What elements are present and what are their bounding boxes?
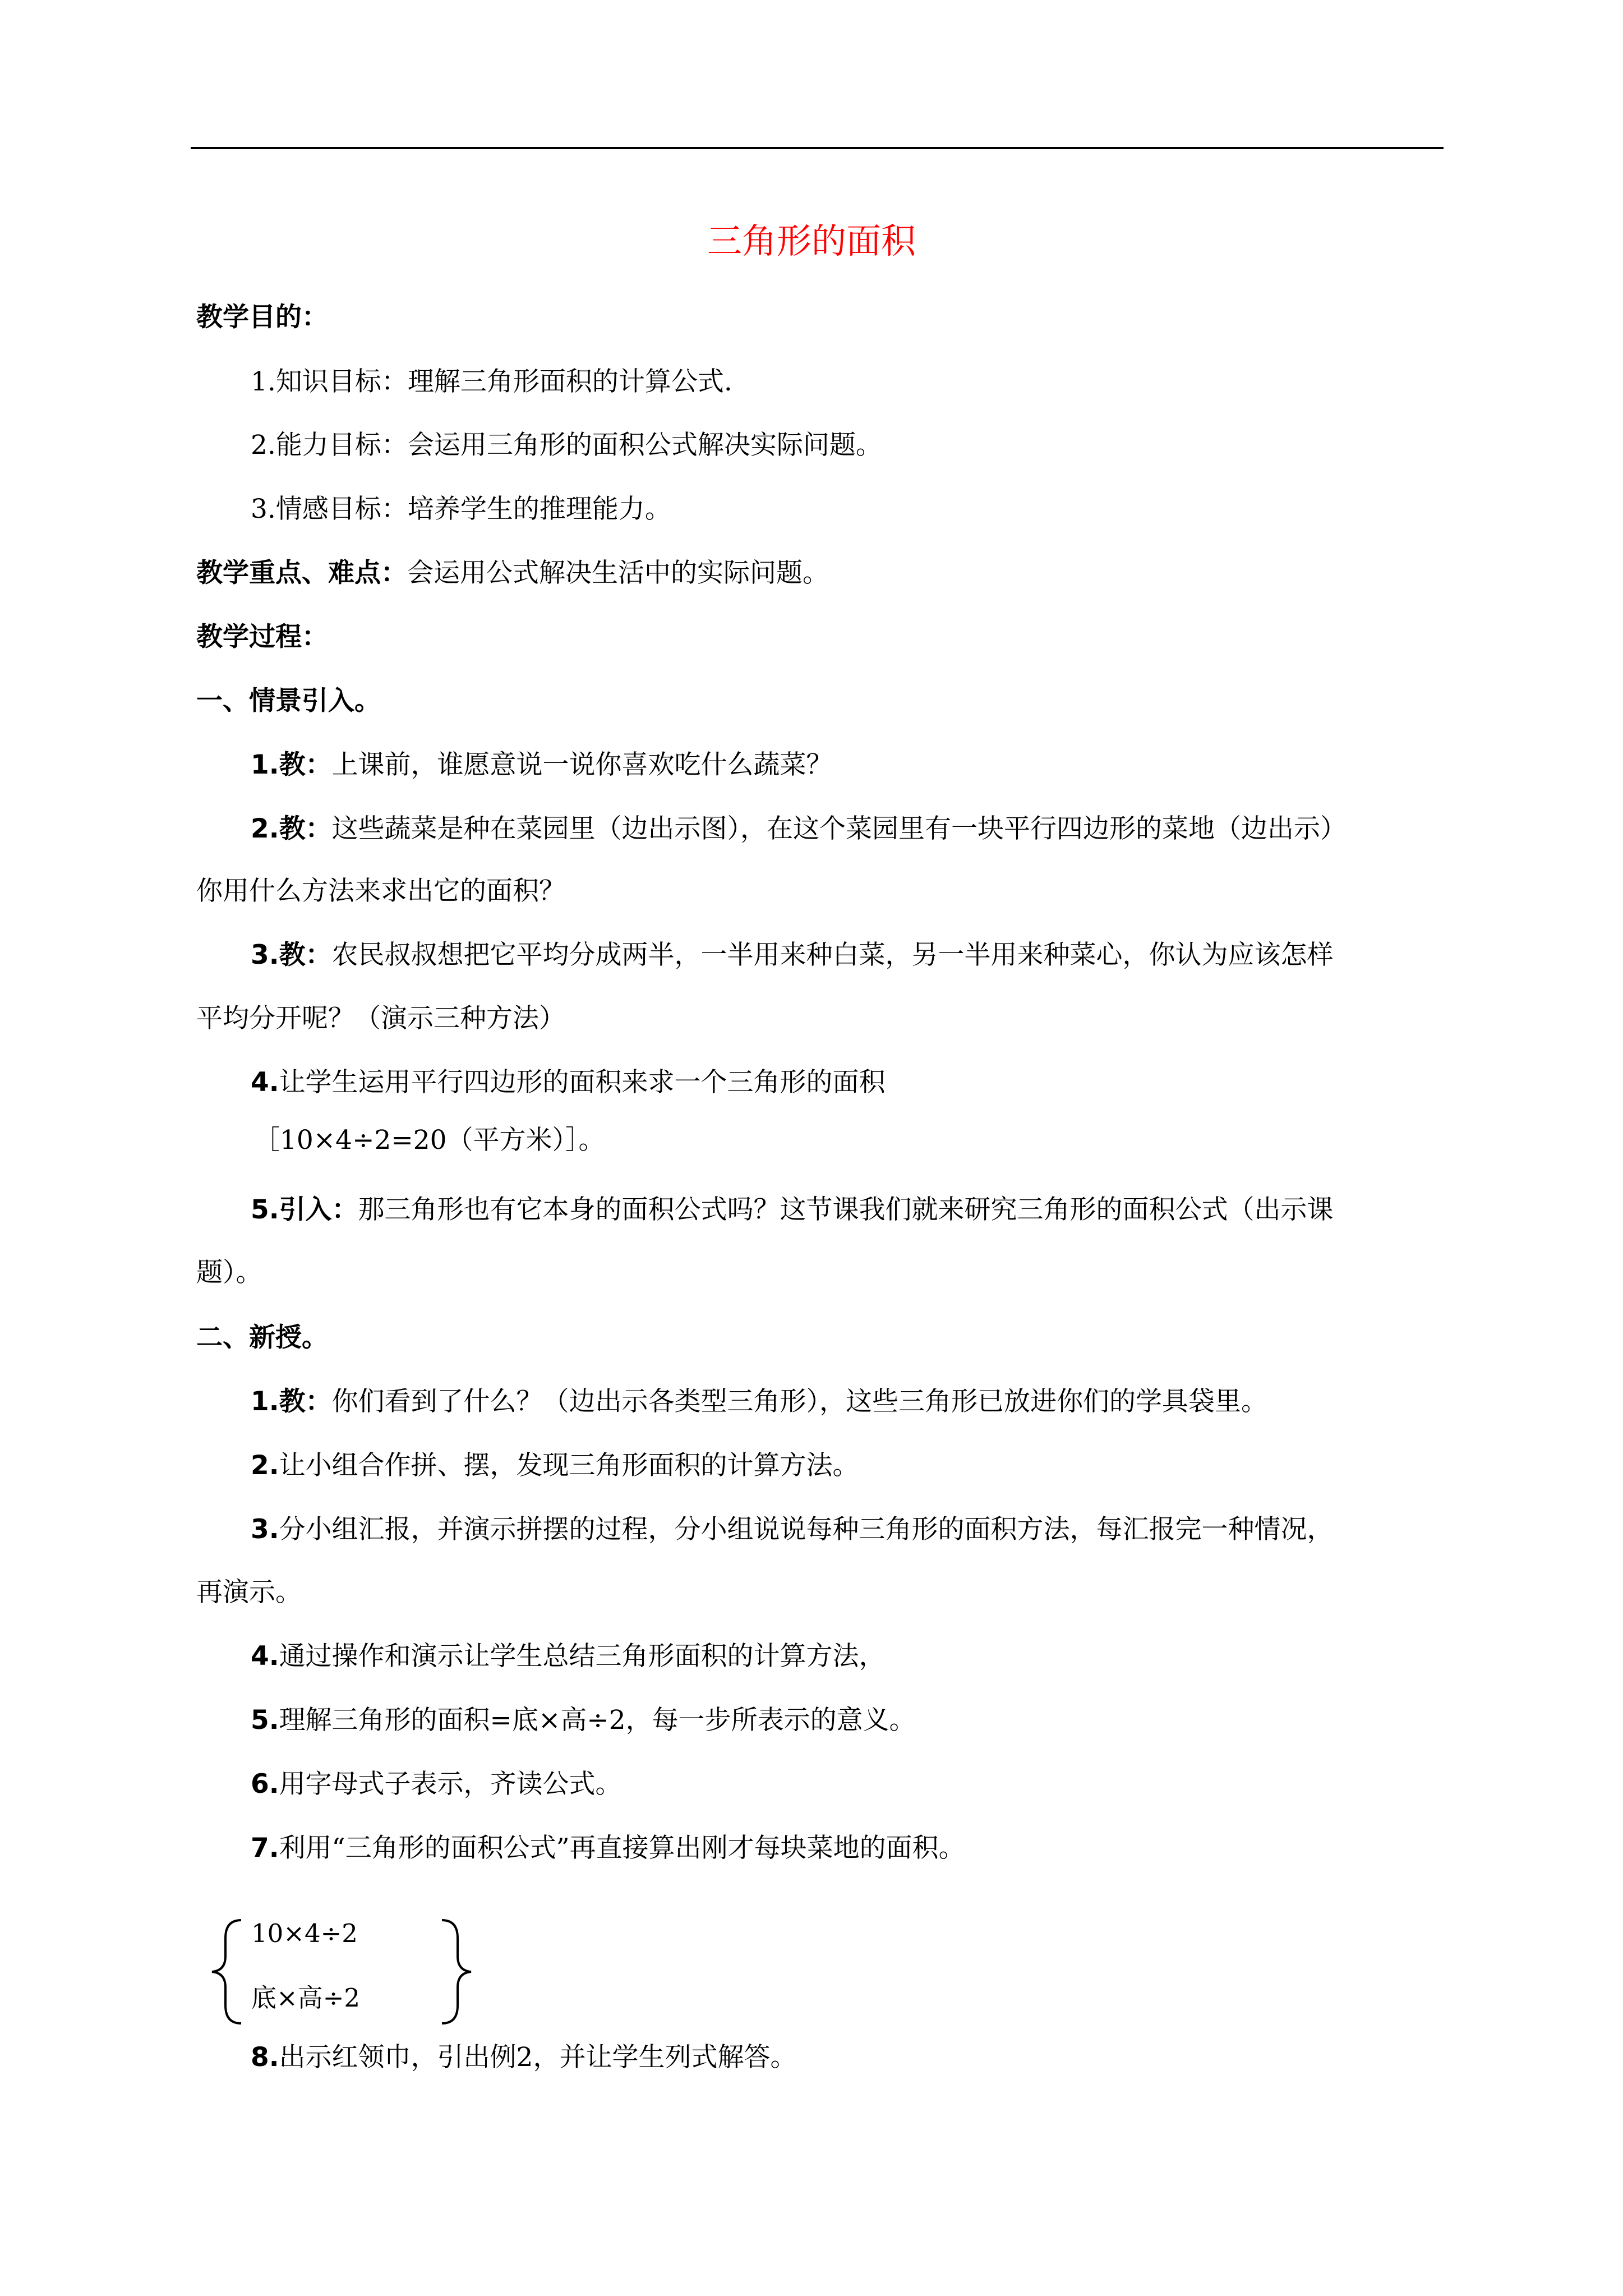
key-points-line	[196, 554, 829, 593]
step-label: 教：	[279, 749, 332, 780]
section1-step-3-cont: 平均分开呢？（演示三种方法）	[196, 1003, 565, 1034]
section2-step-8: 8.出示红领巾，引出例2，并让学生列式解答。	[251, 2042, 797, 2073]
section2-step-2: 2.让小组合作拼、摆，发现三角形面积的计算方法。	[251, 1450, 859, 1481]
key-points-label: 教学重点、难点：	[196, 558, 407, 588]
section1-step-2-cont: 你用什么方法来求出它的面积？	[196, 876, 565, 907]
step-label: 教：	[279, 940, 332, 970]
objective-item-1: 1.知识目标：理解三角形面积的计算公式.	[251, 366, 732, 397]
objective-item-3: 3.情感目标：培养学生的推理能力。	[251, 494, 671, 524]
section2-step-6: 6.用字母式子表示，齐读公式。	[251, 1769, 622, 1800]
section2-step-5: 5.理解三角形的面积=底×高÷2，每一步所表示的意义。	[251, 1705, 916, 1736]
section1-step-1: 1.教：上课前，谁愿意说一说你喜欢吃什么蔬菜？	[251, 749, 833, 780]
key-points-text: 会运用公式解决生活中的实际问题。	[407, 558, 829, 588]
section2-step-4: 4.通过操作和演示让学生总结三角形面积的计算方法，	[251, 1641, 886, 1672]
section1-step-4: 4.让学生运用平行四边形的面积来求一个三角形的面积	[251, 1067, 886, 1098]
brace-formula-1: 10×4÷2	[251, 1918, 358, 1948]
section1-heading: 一、情景引入。	[196, 685, 381, 716]
left-brace	[212, 1920, 241, 2023]
right-brace	[442, 1920, 471, 2023]
section1-step-2: 2.教：这些蔬菜是种在菜园里（边出示图），在这个菜园里有一块平行四边形的菜地（边出示）	[251, 813, 1347, 844]
step-label: 引入：	[279, 1194, 358, 1225]
process-heading: 教学过程：	[196, 622, 328, 652]
section1-step-3: 3.教：农民叔叔想把它平均分成两半，一半用来种白菜，另一半用来种菜心，你认为应该怎样	[251, 940, 1334, 970]
objective-item-2: 2.能力目标：会运用三角形的面积公式解决实际问题。	[251, 430, 882, 461]
header-rule	[191, 147, 1444, 149]
section1-step-5-cont: 题）。	[196, 1257, 262, 1288]
objectives-heading: 教学目的：	[196, 302, 328, 333]
step-label: 教：	[279, 813, 332, 844]
section2-step-3: 3.分小组汇报，并演示拼摆的过程，分小组说说每种三角形的面积方法，每汇报完一种情况，	[251, 1514, 1334, 1545]
document-title: 三角形的面积	[707, 220, 916, 261]
section2-step-3-cont: 再演示。	[196, 1577, 302, 1608]
section2-heading: 二、新授。	[196, 1322, 328, 1353]
section2-step-7: 7.利用“三角形的面积公式”再直接算出刚才每块菜地的面积。	[251, 1833, 965, 1864]
brace-formula-2: 底×高÷2	[251, 1983, 361, 2013]
step-label: 教：	[279, 1386, 332, 1417]
section1-step-4-formula: ［10×4÷2=20（平方米）］。	[253, 1125, 605, 1156]
section2-step-1: 1.教：你们看到了什么？（边出示各类型三角形），这些三角形已放进你们的学具袋里。	[251, 1386, 1268, 1417]
section1-step-5: 5.引入：那三角形也有它本身的面积公式吗？这节课我们就来研究三角形的面积公式（出示课	[251, 1194, 1334, 1225]
